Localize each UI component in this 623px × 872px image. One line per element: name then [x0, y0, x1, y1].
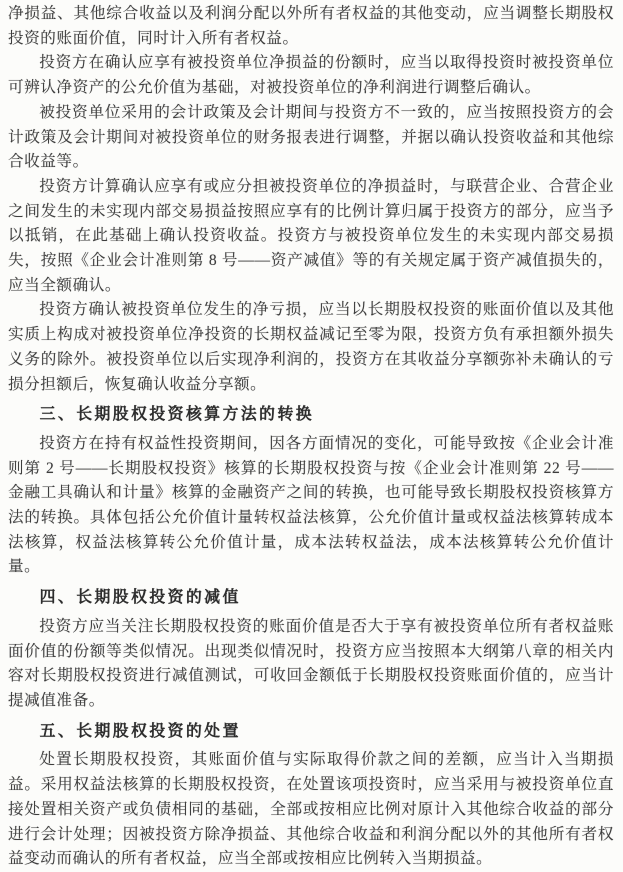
body-paragraph-accounting-policy-adjustment: 被投资单位采用的会计政策及会计期间与投资方不一致的，应当按照投资方的会计政策及会计期间对被投资单位的财务报表进行调整，并据以确认投资收益和其他综合收益等。: [8, 103, 614, 171]
body-paragraph-unrealized-internal-transactions: 投资方计算确认应享有或应分担被投资单位的净损益时，与联营企业、合营企业之间发生的未实现内部交易损益按照应享有的比例计算归属于投资方的部分，应当予以抵销，在此基础上确认投资收益。投资方与被投资单位发生的未实现内部交易损失，按照《企业会计准则第 8 号——资产减值》等的有关规定属于资产减值损失的，应当全额确认。: [8, 177, 614, 294]
body-paragraph-disposal-detail: 处置长期股权投资，其账面价值与实际取得价款之间的差额，应当计入当期损益。采用权益法核算的长期股权投资，在处置该项投资时，应当采用与被投资单位直接处置相关资产或负债相同的基础，全部或按相应比例对原计入其他综合收益的部分进行会计处理；因被投资方除净损益、其他综合收益和利润分配以外的其他所有者权益变动而确认的所有者权益，应当全部或按相应比例转入当期损益。: [8, 751, 614, 868]
section-heading-4-impairment: 四、长期股权投资的减值: [39, 587, 241, 607]
body-paragraph-impairment-detail: 投资方应当关注长期股权投资的账面价值是否大于享有被投资单位所有者权益账面价值的份额等类似情况。出现类似情况时，投资方应当按照本大纲第八章的相关内容对长期股权投资进行减值测试，可收回金额低于长期股权投资账面价值的，应当计提减值准备。: [8, 617, 614, 709]
section-heading-3-method-conversion: 三、长期股权投资核算方法的转换: [39, 404, 315, 424]
section-heading-5-disposal: 五、长期股权投资的处置: [39, 720, 241, 740]
body-paragraph-share-of-net-profit: 投资方在确认应享有被投资单位净损益的份额时，应当以取得投资时被投资单位可辨认净资产的公允价值为基础，对被投资单位的净利润进行调整后确认。: [8, 54, 614, 97]
body-paragraph-continuation: 净损益、其他综合收益以及利润分配以外所有者权益的其他变动，应当调整长期股权投资的账面价值，同时计入所有者权益。: [8, 5, 614, 47]
body-paragraph-method-conversion-detail: 投资方在持有权益性投资期间，因各方面情况的变化，可能导致按《企业会计准则第 2 号——长期股权投资》核算的长期股权投资与按《企业会计准则第 22 号——金融工具确认和计量》核算的金融资产之间的转换，也可能导致长期股权投资核算方法的转换。具体包括公允价值计量转权益法核算，公允价值计量或权益法核算转成本法核算，权益法核算转公允价值计量，成本法转权益法，成本法核算转公允价值计量。: [8, 434, 614, 576]
body-paragraph-net-loss-recognition: 投资方确认被投资单位发生的净亏损，应当以长期股权投资的账面价值以及其他实质上构成对被投资单位净投资的长期权益减记至零为限，投资方负有承担额外损失义务的除外。被投资单位以后实现净利润的，投资方在其收益分享额弥补未确认的亏损分担额后，恢复确认收益分享额。: [8, 301, 614, 393]
